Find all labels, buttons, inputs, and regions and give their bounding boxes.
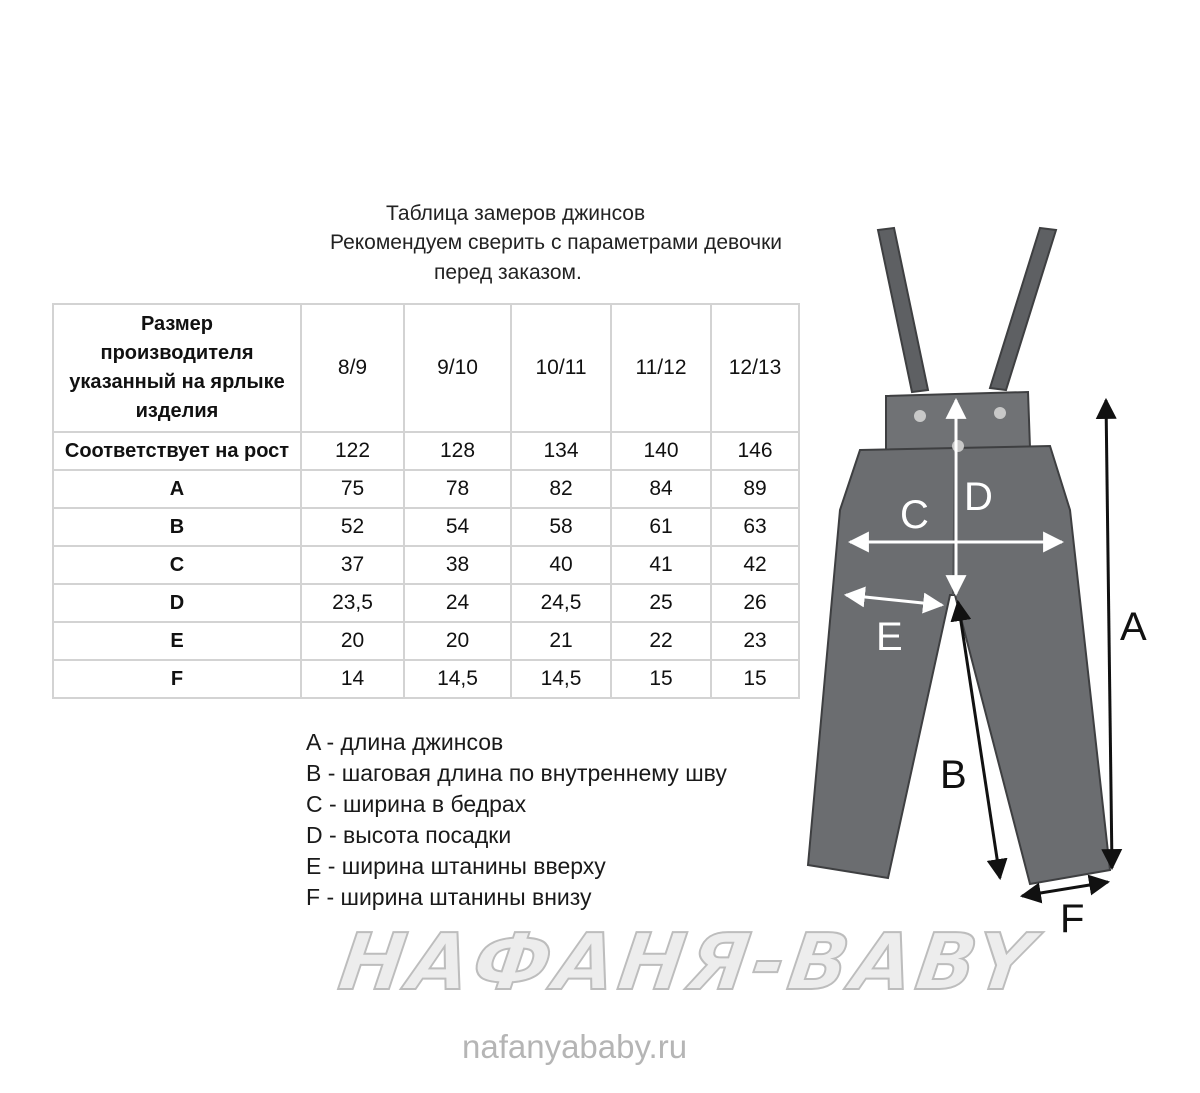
table-cell: 84 — [611, 470, 711, 508]
table-cell: 24,5 — [511, 584, 611, 622]
table-title: Таблица замеров джинсов — [386, 202, 646, 225]
table-cell: 61 — [611, 508, 711, 546]
row-label: Соответствует на рост — [53, 432, 301, 470]
size-column-header: 10/11 — [511, 304, 611, 432]
table-header-row — [53, 304, 799, 432]
legend-item: B - шаговая длина по внутреннему шву — [306, 760, 727, 786]
legend-item: D - высота посадки — [306, 822, 512, 848]
jeans-measurement-figure — [790, 210, 1170, 950]
brand-logo: НАФАНЯ-BABY — [333, 918, 1043, 1008]
table-cell: 78 — [404, 470, 511, 508]
label-c: C — [900, 493, 929, 537]
table-cell: 89 — [711, 470, 799, 508]
table-cell: 23 — [711, 622, 799, 660]
table-cell: 63 — [711, 508, 799, 546]
table-cell: 134 — [511, 432, 611, 470]
table-cell: 128 — [404, 432, 511, 470]
size-header-line: изделия — [135, 400, 219, 422]
row-label: E — [53, 622, 301, 660]
table-row — [53, 470, 799, 508]
right-strap — [990, 228, 1056, 390]
legend-item: A - длина джинсов — [306, 729, 504, 755]
table-row — [53, 622, 799, 660]
size-header-line: производителя — [100, 342, 254, 364]
size-header-cell — [53, 304, 301, 432]
table-cell: 26 — [711, 584, 799, 622]
row-label: A — [53, 470, 301, 508]
table-row — [53, 584, 799, 622]
website-url: nafanyababy.ru — [462, 1028, 688, 1065]
row-label: C — [53, 546, 301, 584]
label-e: E — [876, 615, 903, 659]
table-cell: 75 — [301, 470, 404, 508]
table-cell: 52 — [301, 508, 404, 546]
size-column-header: 11/12 — [611, 304, 711, 432]
size-column-header: 12/13 — [711, 304, 799, 432]
table-cell: 58 — [511, 508, 611, 546]
size-chart-table — [52, 303, 800, 699]
row-label: D — [53, 584, 301, 622]
size-header-line: Размер — [140, 313, 214, 335]
table-cell: 20 — [404, 622, 511, 660]
label-d: D — [964, 475, 993, 519]
table-cell: 21 — [511, 622, 611, 660]
table-cell: 122 — [301, 432, 404, 470]
label-a: A — [1120, 605, 1147, 649]
legend-item: C - ширина в бедрах — [306, 791, 527, 817]
button — [952, 440, 964, 452]
size-column-header: 8/9 — [301, 304, 404, 432]
table-cell: 14,5 — [404, 660, 511, 698]
table-cell: 41 — [611, 546, 711, 584]
table-cell: 14,5 — [511, 660, 611, 698]
table-cell: 15 — [611, 660, 711, 698]
table-cell: 25 — [611, 584, 711, 622]
table-row — [53, 546, 799, 584]
size-header-line: указанный на ярлыке — [69, 371, 285, 393]
table-row — [53, 508, 799, 546]
button — [914, 410, 926, 422]
row-label: B — [53, 508, 301, 546]
table-cell: 14 — [301, 660, 404, 698]
table-cell: 140 — [611, 432, 711, 470]
table-cell: 42 — [711, 546, 799, 584]
table-row — [53, 660, 799, 698]
measurement-legend — [306, 727, 727, 913]
recommendation-text: Рекомендуем сверить с параметрами девочки — [330, 231, 783, 254]
table-cell: 23,5 — [301, 584, 404, 622]
recommendation-text-cont: перед заказом. — [434, 261, 582, 284]
arrow-a — [1106, 400, 1112, 868]
table-row — [53, 432, 799, 470]
label-f: F — [1060, 897, 1085, 941]
table-cell: 82 — [511, 470, 611, 508]
table-cell: 15 — [711, 660, 799, 698]
legend-item: F - ширина штанины внизу — [306, 884, 592, 910]
row-label: F — [53, 660, 301, 698]
table-cell: 38 — [404, 546, 511, 584]
legend-item: E - ширина штанины вверху — [306, 853, 606, 879]
button — [994, 407, 1006, 419]
table-cell: 24 — [404, 584, 511, 622]
table-cell: 146 — [711, 432, 799, 470]
table-cell: 37 — [301, 546, 404, 584]
jeans-body — [808, 446, 1110, 884]
table-cell: 22 — [611, 622, 711, 660]
size-column-header: 9/10 — [404, 304, 511, 432]
label-b: B — [940, 753, 967, 797]
table-cell: 40 — [511, 546, 611, 584]
table-cell: 54 — [404, 508, 511, 546]
left-strap — [878, 228, 928, 392]
table-cell: 20 — [301, 622, 404, 660]
